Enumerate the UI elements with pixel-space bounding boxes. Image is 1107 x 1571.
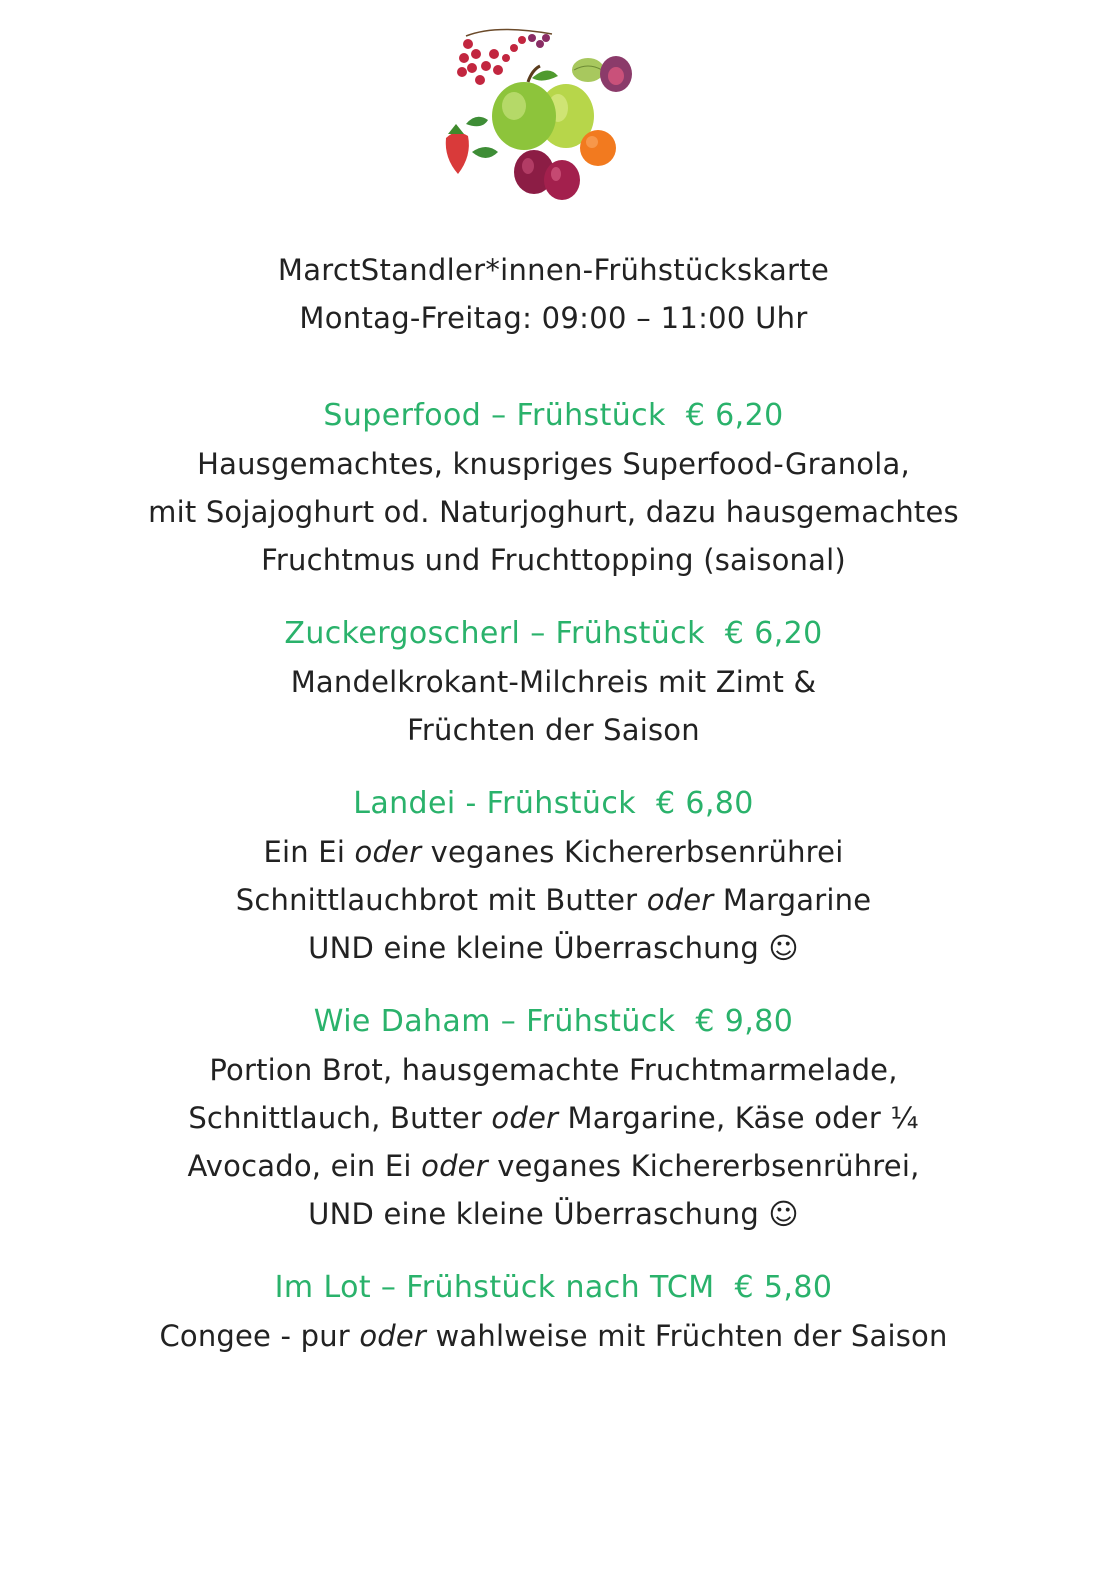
menu-item: [0, 610, 1107, 754]
menu-item: [0, 998, 1107, 1238]
menu-item-description: UND eine kleine Überraschung ☺: [308, 1197, 799, 1231]
menu-item-description: [0, 1312, 1107, 1360]
description-text: wahlweise mit Früchten der Saison: [426, 1319, 948, 1353]
description-text: veganes Kichererbsenrührei,: [487, 1149, 920, 1183]
description-text: veganes Kichererbsenrührei: [421, 835, 844, 869]
description-emphasis: oder: [359, 1319, 427, 1353]
menu-item-title: [0, 1264, 1107, 1312]
menu-item-name: Wie Daham – Frühstück: [313, 1004, 676, 1039]
menu-item-description: Portion Brot, hausgemachte Fruchtmarmelade,: [209, 1053, 898, 1087]
description-text: Margarine, Käse oder ¼: [558, 1101, 919, 1135]
description-text: Ein Ei: [263, 835, 355, 869]
fruit-illustration-icon: [436, 24, 636, 212]
menu-item-description: Mandelkrokant-Milchreis mit Zimt &: [290, 665, 817, 699]
menu-item-description: [0, 1094, 1107, 1142]
menu-item-title: [0, 392, 1107, 440]
menu-item-title: [0, 610, 1107, 658]
menu-item-price: € 5,80: [734, 1270, 833, 1305]
menu-item-title: [0, 998, 1107, 1046]
menu-item-description: [0, 1142, 1107, 1190]
menu-item-title: [0, 780, 1107, 828]
menu-item-price: € 9,80: [695, 1004, 794, 1039]
menu-item-name: Zuckergoscherl – Frühstück: [284, 616, 705, 651]
menu-item-description: [0, 828, 1107, 876]
description-emphasis: oder: [354, 835, 422, 869]
menu-item-name: Superfood – Frühstück: [323, 398, 666, 433]
description-text: Schnittlauch, Butter: [188, 1101, 492, 1135]
menu-item-price: € 6,20: [685, 398, 784, 433]
description-emphasis: oder: [491, 1101, 559, 1135]
menu-title: MarctStandler*innen-Frühstückskarte: [277, 253, 830, 287]
description-emphasis: oder: [646, 883, 714, 917]
menu-item: [0, 392, 1107, 584]
description-text: Margarine: [713, 883, 872, 917]
menu-list: [0, 392, 1107, 1386]
description-emphasis: oder: [421, 1149, 488, 1183]
menu-item-description: Früchten der Saison: [407, 713, 700, 747]
menu-item-description: UND eine kleine Überraschung ☺: [308, 931, 799, 965]
menu-item-name: Im Lot – Frühstück nach TCM: [274, 1270, 715, 1305]
menu-item-description: Fruchtmus und Fruchttopping (saisonal): [261, 543, 846, 577]
menu-item-description: [0, 876, 1107, 924]
menu-item-price: € 6,80: [655, 786, 754, 821]
menu-item-name: Landei - Frühstück: [353, 786, 636, 821]
menu-header: [0, 246, 1107, 342]
description-text: Congee - pur: [159, 1319, 360, 1353]
menu-item: [0, 780, 1107, 972]
menu-item-description: mit Sojajoghurt od. Naturjoghurt, dazu hausgemachtes: [148, 495, 959, 529]
menu-item-description: Hausgemachtes, knuspriges Superfood-Granola,: [197, 447, 910, 481]
description-text: Avocado, ein Ei: [187, 1149, 422, 1183]
opening-hours: Montag-Freitag: 09:00 – 11:00 Uhr: [299, 301, 808, 335]
menu-item-price: € 6,20: [724, 616, 823, 651]
description-text: Schnittlauchbrot mit Butter: [235, 883, 647, 917]
menu-item: [0, 1264, 1107, 1360]
